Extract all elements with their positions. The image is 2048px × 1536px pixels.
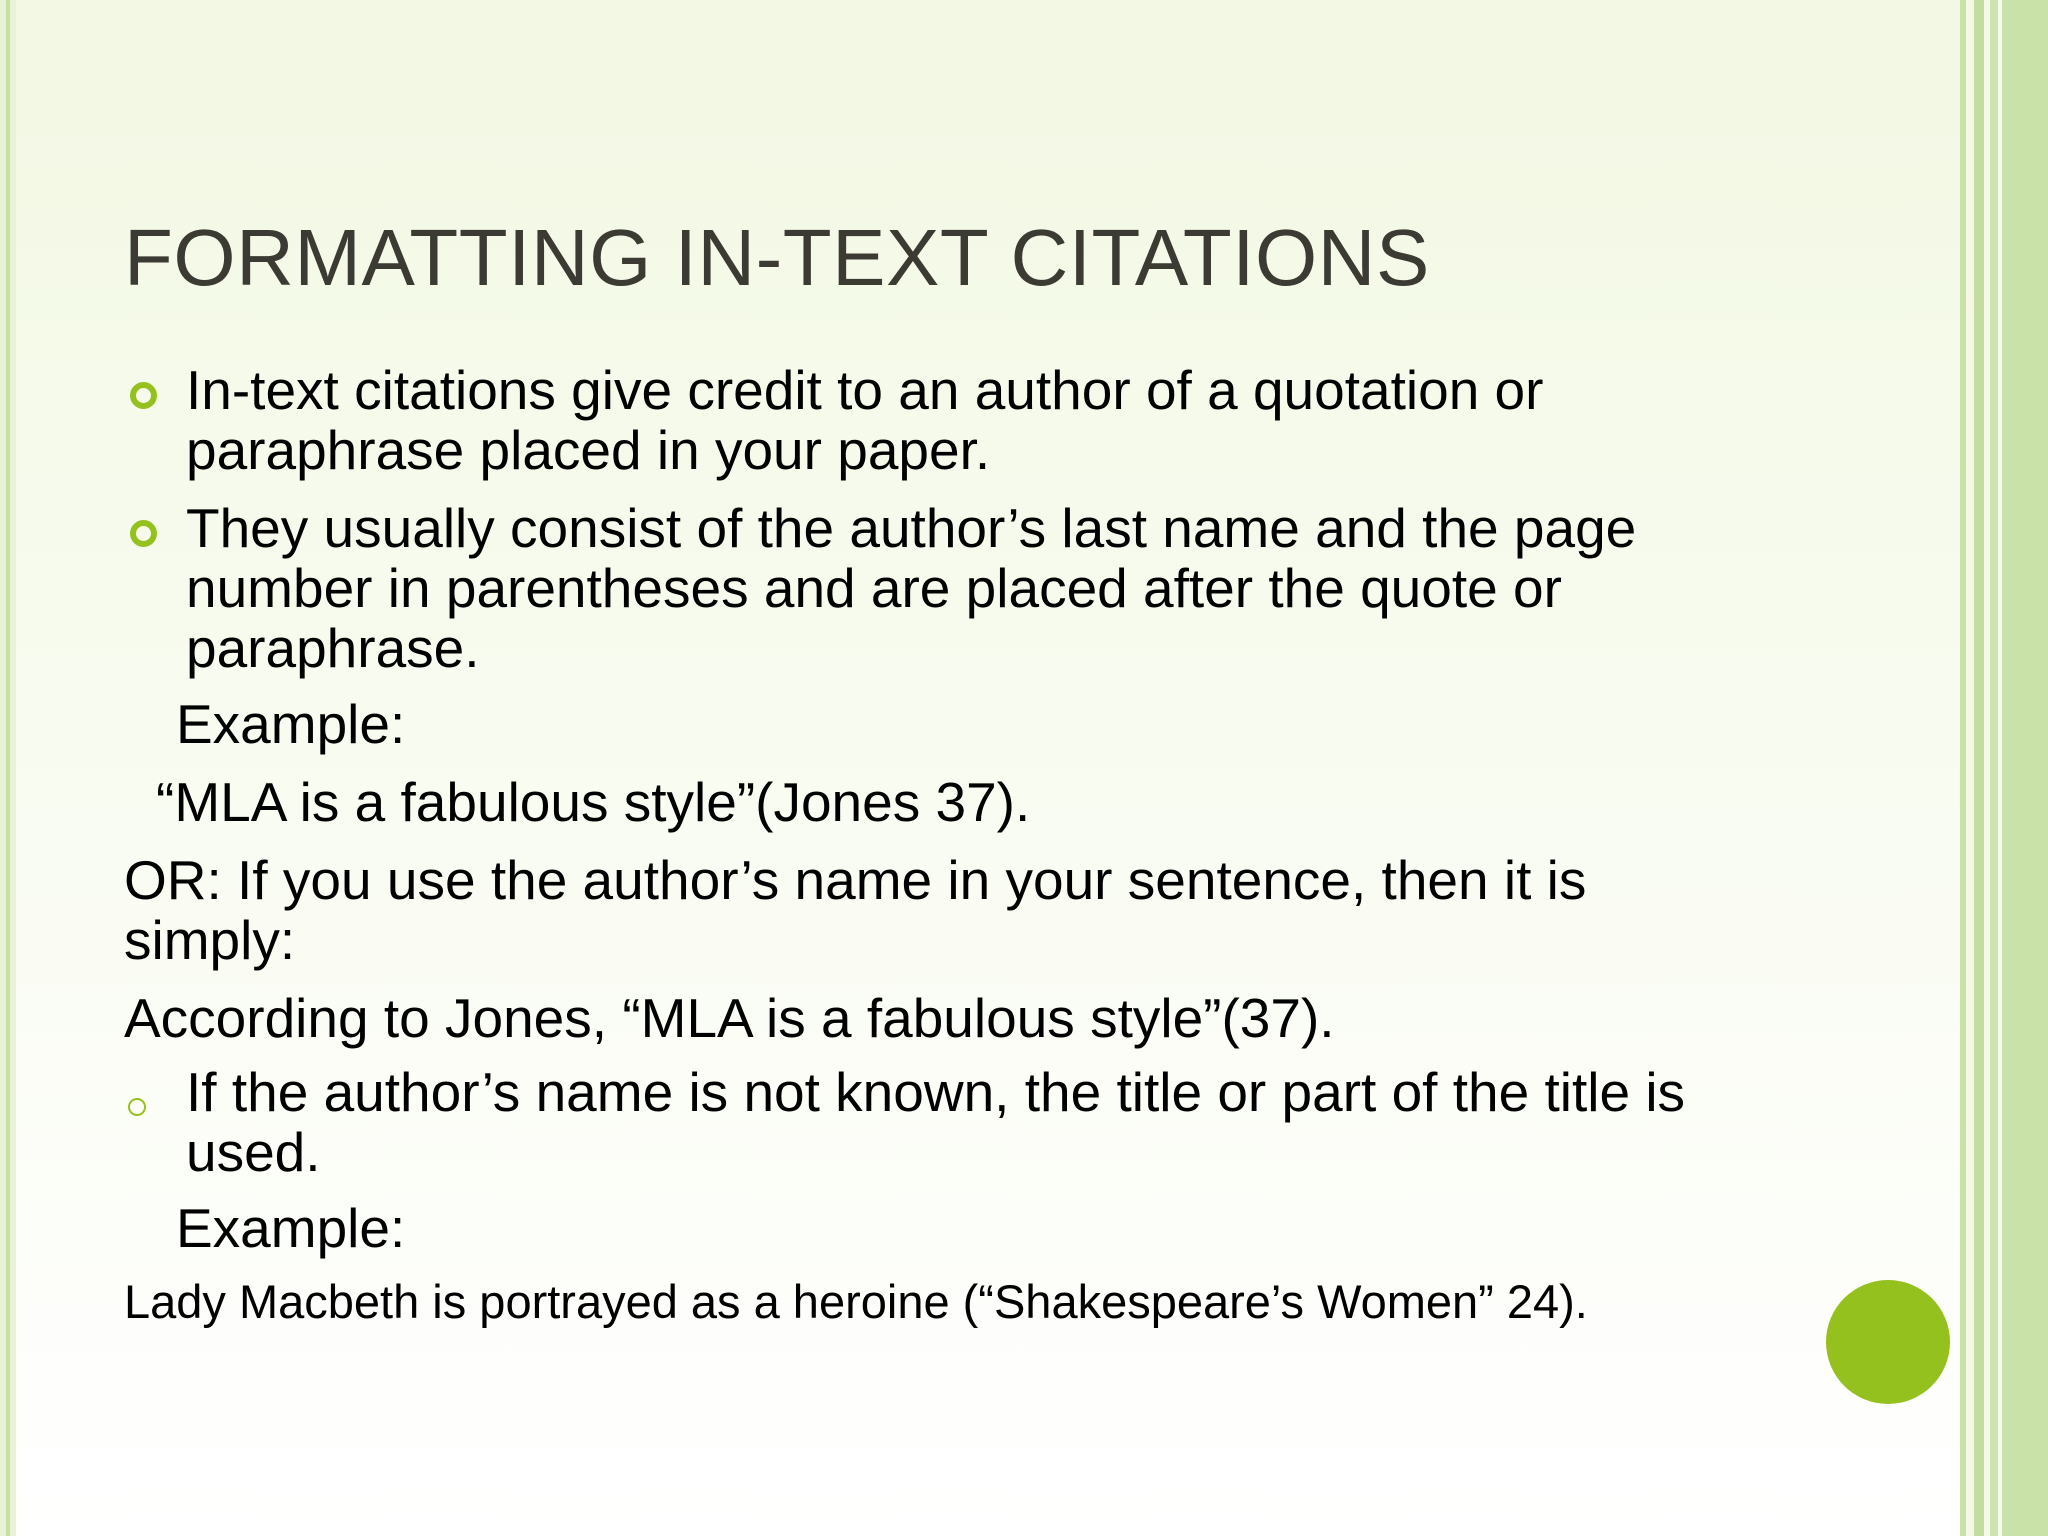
example-sentence: Lady Macbeth is portrayed as a heroine (“Shakespeare’s Women” 24).	[124, 1275, 1588, 1328]
ring-bullet-icon	[130, 520, 157, 547]
bullet-item	[124, 1062, 1764, 1182]
example-label: Example:	[176, 693, 406, 755]
small-ring-bullet-icon	[128, 1098, 146, 1116]
according-paragraph: According to Jones, “MLA is a fabulous style”(37).	[124, 987, 1335, 1049]
bullet-text: They usually consist of the author’s last name and the page number in parentheses and are placed after the quote or paraphrase.	[186, 497, 1637, 679]
bullet-item	[124, 360, 1764, 480]
right-decorative-stripe	[1990, 0, 1998, 1536]
right-decorative-stripe	[1966, 0, 1974, 1536]
or-paragraph: OR: If you use the author’s name in your sentence, then it is simply:	[124, 849, 1587, 971]
bullet-text: In-text citations give credit to an author of a quotation or paraphrase placed in your paper.	[186, 359, 1544, 481]
example-quote: “MLA is a fabulous style”(Jones 37).	[156, 771, 1031, 833]
slide-title: FORMATTING IN-TEXT CITATIONS	[124, 213, 1430, 302]
right-decorative-stripe	[2002, 0, 2048, 1536]
ring-bullet-icon	[130, 382, 157, 409]
right-decorative-stripe	[1974, 0, 1984, 1536]
bullet-text: If the author’s name is not known, the title or part of the title is used.	[186, 1061, 1686, 1183]
green-circle-decoration	[1826, 1280, 1950, 1404]
bullet-item	[124, 498, 1764, 678]
example-label: Example:	[176, 1197, 406, 1259]
slide-content	[124, 360, 1764, 1326]
left-border-stripe	[10, 0, 16, 1536]
